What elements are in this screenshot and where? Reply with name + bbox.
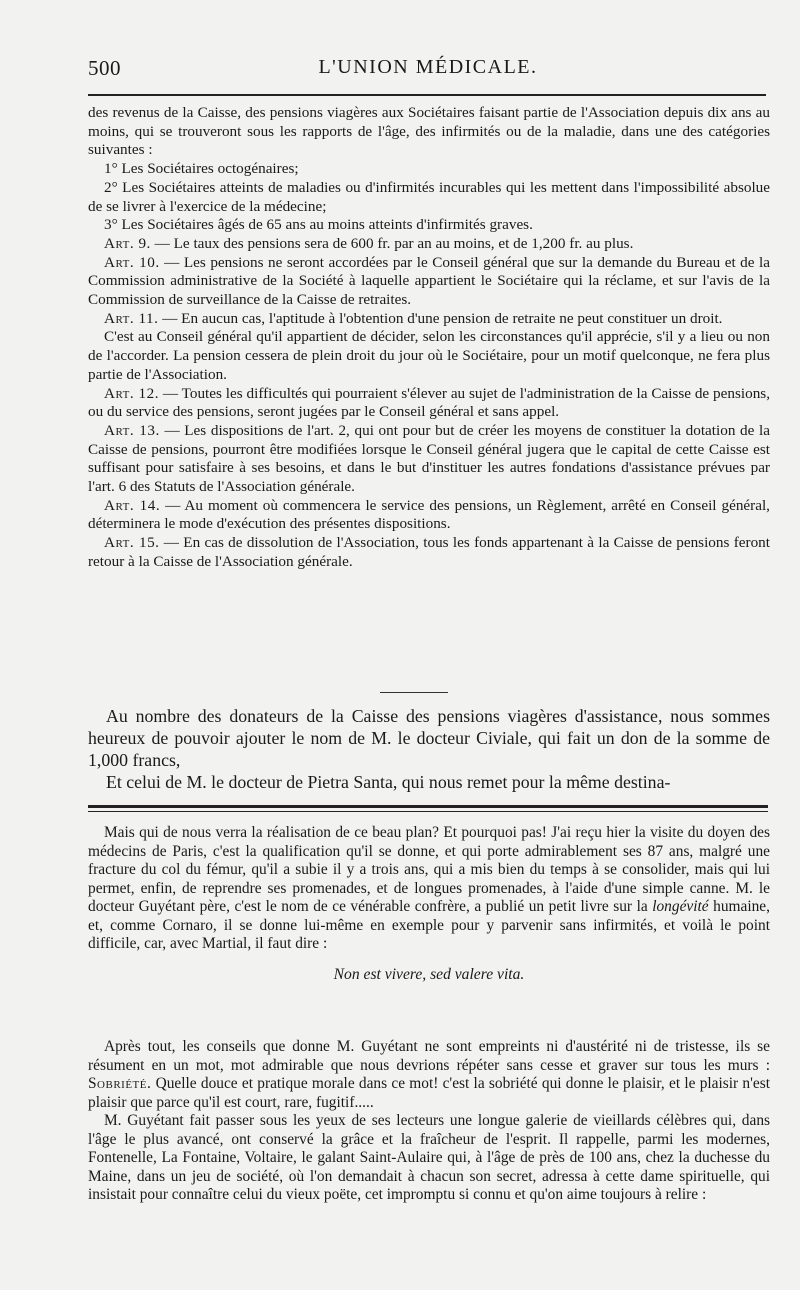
article-9 [88,235,770,254]
feuilleton-p2-text-b: Quelle douce et pratique morale dans ce mot! c'est la sobriété qui donne le plaisir, et le plaisir n'est plaisir que parce qu'il est court, rare, fugitif..... [88,1075,770,1111]
article-14-label: Art. 14. [104,496,161,514]
feuilleton-p1-emphasis: longévité [652,898,709,915]
statutes-intro: des revenus de la Caisse, des pensions viagères aux Sociétaires faisant partie de l'Association depuis dix ans au moins, qui se trouveront sous les rapports de l'âge, des infirmités ou de la maladie, dans une des catégories suivantes : [88,104,770,159]
category-1: 1° Les Sociétaires octogénaires; [104,160,299,178]
feuilleton-section [88,824,770,998]
feuilleton-section-continued [88,1038,770,1205]
feuilleton-divider [88,805,768,812]
article-15 [88,534,770,571]
header-rule [88,94,766,96]
article-14 [88,497,770,534]
page-number: 500 [88,56,121,80]
announcement-paragraph-2: Et celui de M. le docteur de Pietra Santa, qui nous remet pour la même destina- [106,772,671,792]
page-header [88,56,768,84]
latin-quote: Non est vivere, sed valere vita. [333,965,525,983]
article-11-continuation: C'est au Conseil général qu'il appartient de décider, selon les circonstances qu'il apprécie, s'il y a lieu ou non de l'accorder. La pension cessera de plein droit du jour où le Sociétaire, pour un motif quelconque, ne fera plus partie de l'Association. [88,328,770,383]
feuilleton-p2-keyword: Sobriété. [88,1075,152,1092]
feuilleton-p2-text-a: Après tout, les conseils que donne M. Guyétant ne sont empreints ni d'austérité ni de tristesse, ils se résument en un mot, mot admirable que nous devrions répéter sans cesse et graver sur tous les murs : [88,1038,770,1074]
article-13-text: — Les dispositions de l'art. 2, qui ont pour but de créer les moyens de constituer la dotation de la Caisse de pensions, pourront être modifiées lorsque le Conseil général jugera que le capital de cette Caisse est suffisant pour satisfaire à ses besoins, et dans le but d'instituer les autres fondations d'assistance prévues par l'art. 6 des Statuts de l'Association générale. [88,421,770,496]
article-15-label: Art. 15. [104,534,160,552]
category-3: 3° Les Sociétaires âgés de 65 ans au moins atteints d'infirmités graves. [104,216,533,234]
article-13-label: Art. 13. [104,421,160,439]
article-11 [88,310,770,329]
article-11-label: Art. 11. [104,309,159,327]
statutes-section [88,104,770,572]
announcement-paragraph-1: Au nombre des donateurs de la Caisse des pensions viagères d'assistance, nous sommes heureux de pouvoir ajouter le nom de M. le docteur Civiale, qui fait un don de la somme de 1,000 francs, [88,706,770,770]
feuilleton-p1-text-b: humaine, et, comme Cornaro, il se donne lui-même en exemple pour y parvenir sans infirmités, et voilà le point difficile, car, avec Martial, il faut dire : [88,898,770,952]
article-10-text: — Les pensions ne seront accordées par le Conseil général que sur la demande du Bureau et de la Commission administrative de la Société à laquelle appartient le Sociétaire qui la réclame, et sur l'avis de la Commission de surveillance de la Caisse de retraites. [88,253,770,309]
article-13 [88,422,770,497]
article-12 [88,385,770,422]
article-10-label: Art. 10. [104,253,160,271]
feuilleton-p1-text-a: Mais qui de nous verra la réalisation de ce beau plan? Et pourquoi pas! J'ai reçu hier la visite du doyen des médecins de Paris, c'est la qualification qu'il se donne, et qui porte admirablement ses 87 ans, malgré une fracture du col du fémur, qu'il a subie il y a trois ans, qui a mis bien du temps à se consolider, mais qui lui permet, enfin, de reprendre ses promenades, et de longues promenades, à l'aide d'une simple canne. M. le docteur Guyétant père, c'est le nom de ce vénérable confrère, a publié un petit livre sur la [88,824,770,915]
donors-announcement [88,705,770,793]
feuilleton-paragraph-2 [88,1038,770,1112]
category-2: 2° Les Sociétaires atteints de maladies ou d'infirmités incurables qui les mettent dans l'impossibilité absolue de se livrer à l'exercice de la médecine; [88,178,770,215]
article-9-text: — Le taux des pensions sera de 600 fr. par an au moins, et de 1,200 fr. au plus. [150,234,634,252]
article-14-text: — Au moment où commencera le service des pensions, un Règlement, arrêté en Conseil général, déterminera le mode d'exécution des présentes dispositions. [88,496,770,533]
article-12-label: Art. 12. [104,384,160,402]
section-separator [380,692,448,693]
article-10 [88,254,770,310]
journal-title: L'UNION MÉDICALE. [318,56,538,78]
article-12-text: — Toutes les difficultés qui pourraient s'élever au sujet de l'administration de la Caisse de pensions, ou du service des pensions, seront jugées par le Conseil général et sans appel. [88,384,770,421]
feuilleton-paragraph-3: M. Guyétant fait passer sous les yeux de ses lecteurs une longue galerie de vieillards célèbres qui, dans l'âge le plus avancé, ont conservé la grâce et la fraîcheur de l'esprit. Il rappelle, parmi les modernes, Fontenelle, La Fontaine, Voltaire, le galant Saint-Aulaire qui, à l'âge de près de 100 ans, chez la duchesse du Maine, dans un jeu de société, où l'on demandait à chacun son secret, adressa à cette dame spirituelle, qui insistait pour connaître celui du vieux poëte, cet impromptu si connu et qu'on aime toujours à relire : [88,1112,770,1203]
article-11-text: — En aucun cas, l'aptitude à l'obtention d'une pension de retraite ne peut constituer un droit. [158,309,723,327]
feuilleton-paragraph-1 [88,824,770,954]
article-9-label: Art. 9. [104,234,151,252]
article-15-text: — En cas de dissolution de l'Association, tous les fonds appartenant à la Caisse de pensions feront retour à la Caisse de l'Association générale. [88,534,770,570]
